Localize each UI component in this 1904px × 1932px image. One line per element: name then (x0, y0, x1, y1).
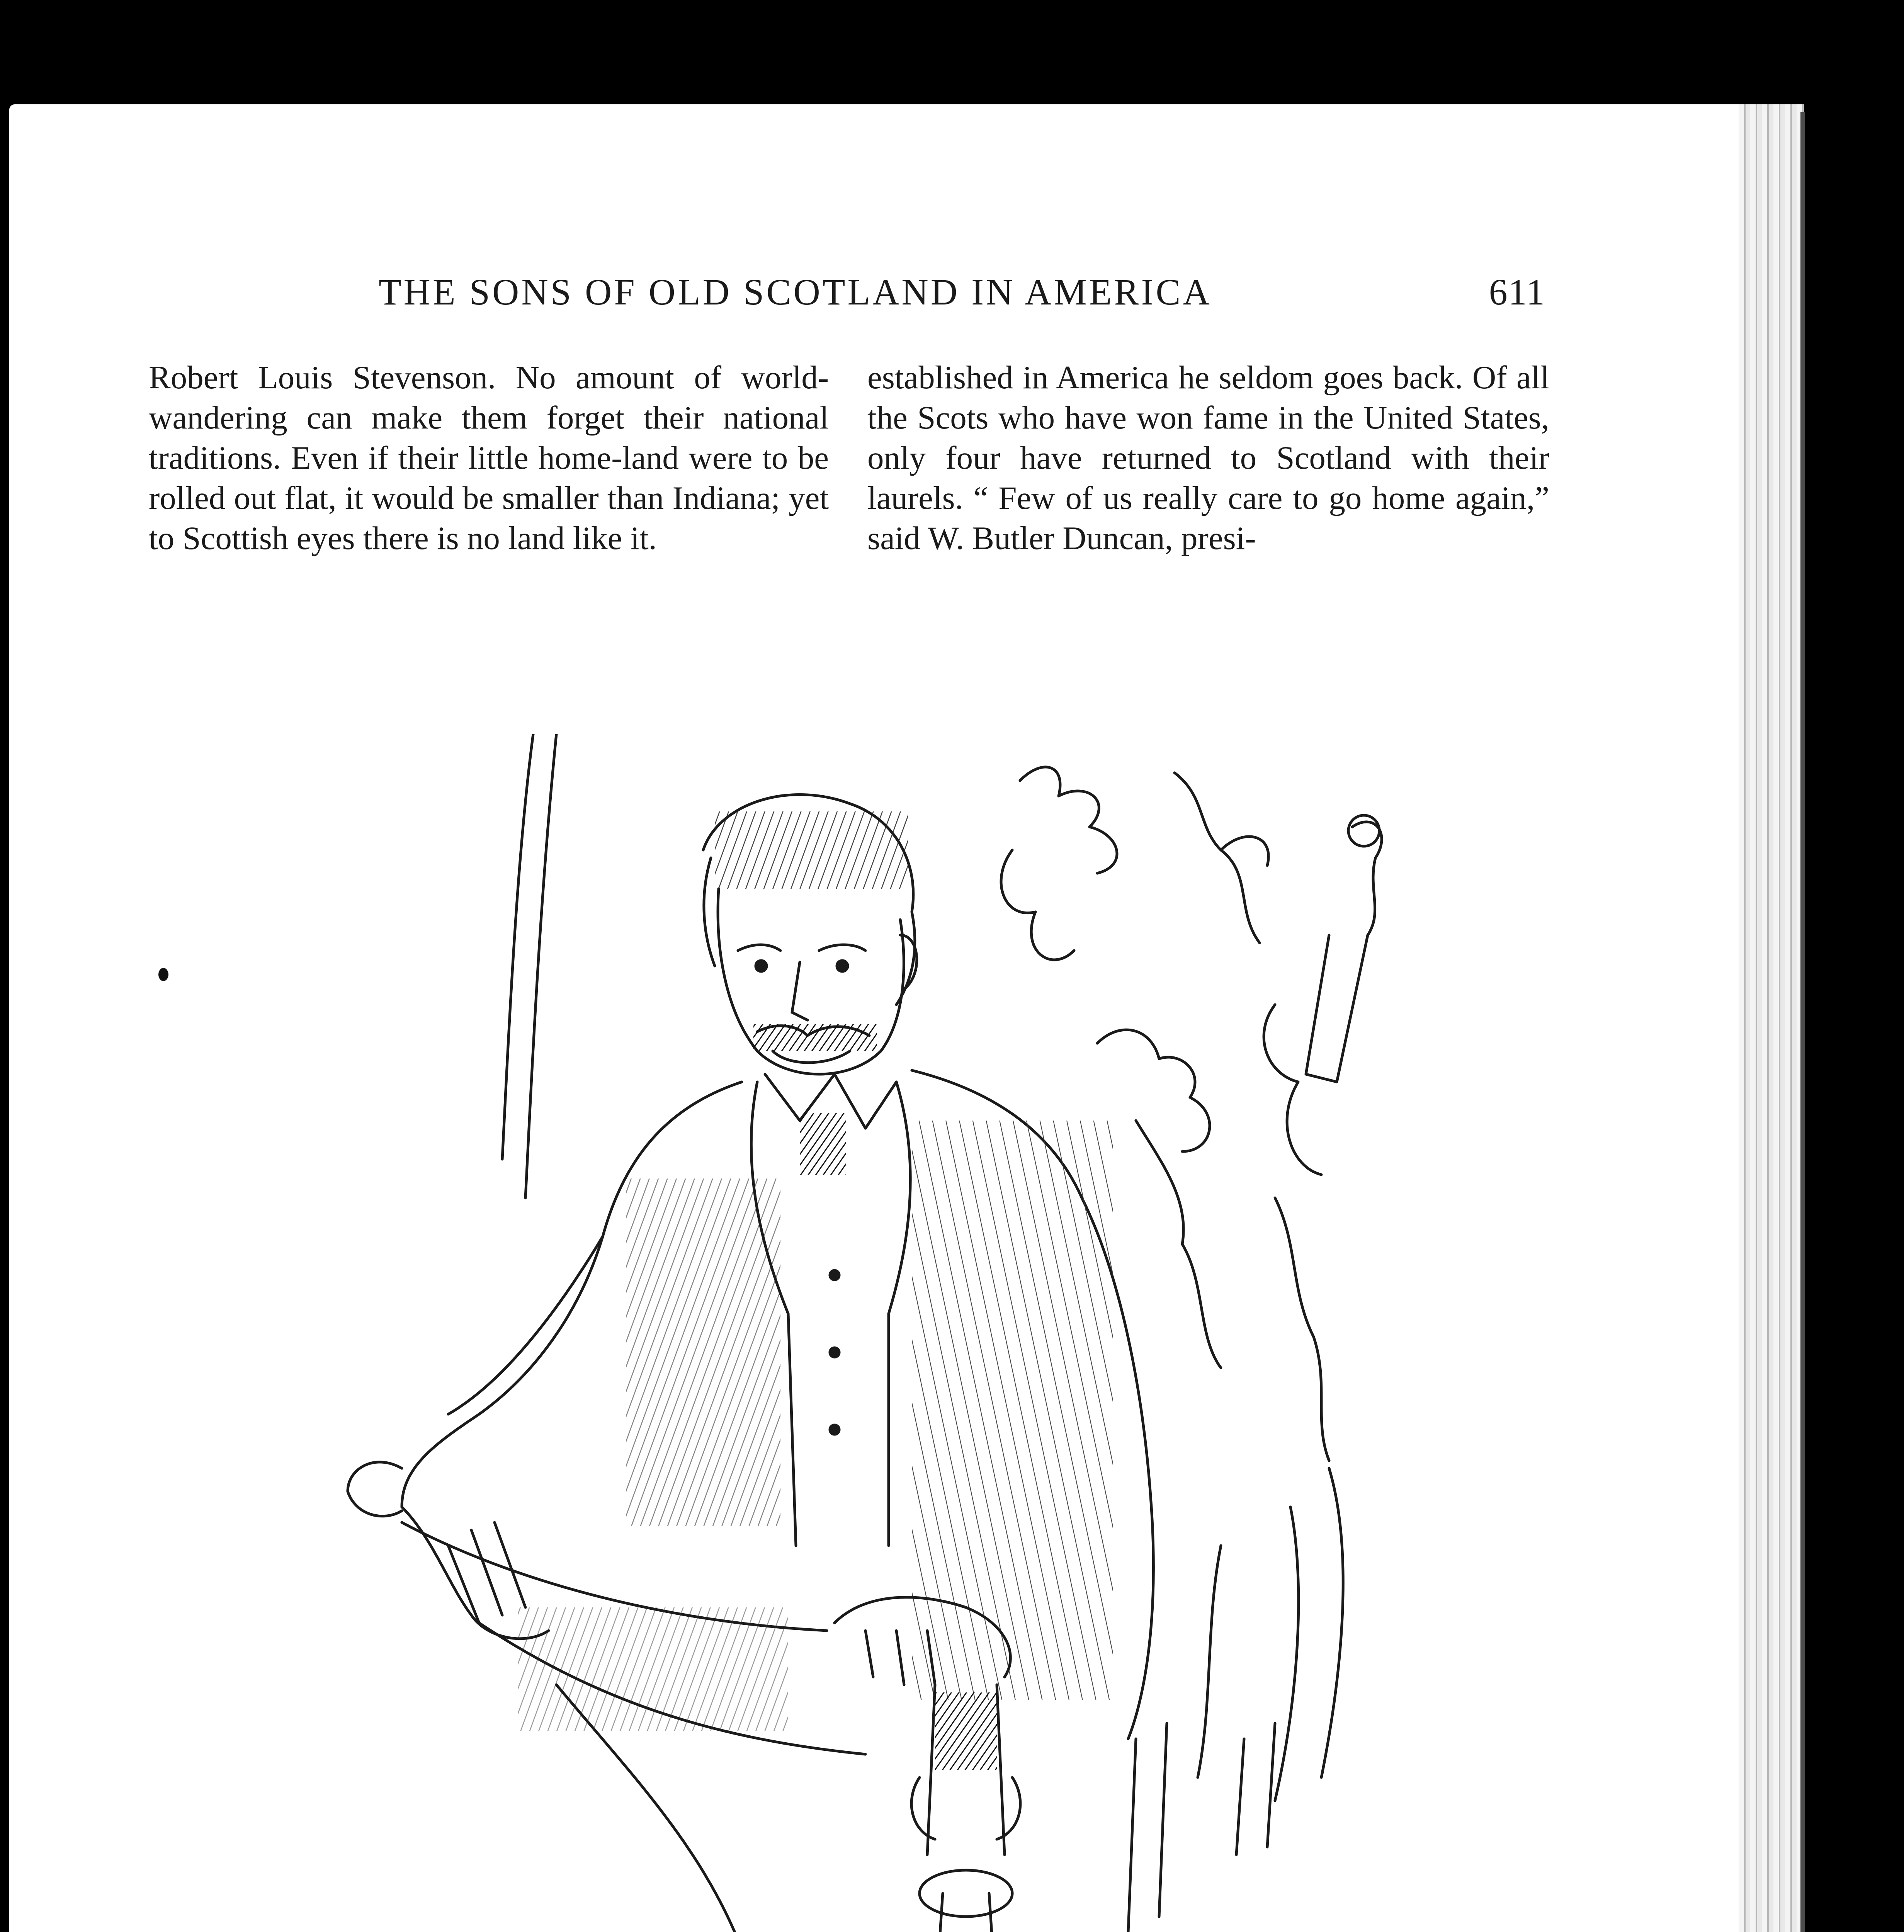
paragraph: Robert Louis Stevenson. No amount of world-wandering can make them forget their national traditions. Even if their little home-land were to be rolled out flat, it would be smaller than Indiana; yet to Scottish eyes there is no land like it. (149, 359, 829, 556)
top-right-column (867, 357, 1549, 558)
portrait-illustration (286, 734, 1437, 1932)
running-head (147, 270, 1545, 321)
top-left-column (149, 357, 829, 558)
page-stack-edges (1739, 104, 1804, 1932)
page-number: 611 (1489, 271, 1545, 313)
running-head-title: THE SONS OF OLD SCOTLAND IN AMERICA (379, 271, 1212, 313)
print-speck (158, 968, 168, 981)
page-edge-shadow (1800, 112, 1805, 1932)
paragraph: established in America he seldom goes back. Of all the Scots who have won fame in the United States, only four have returned to Scotland with their laurels. “ Few of us really care to go home again,” said W. Butler Duncan, presi- (867, 359, 1549, 556)
